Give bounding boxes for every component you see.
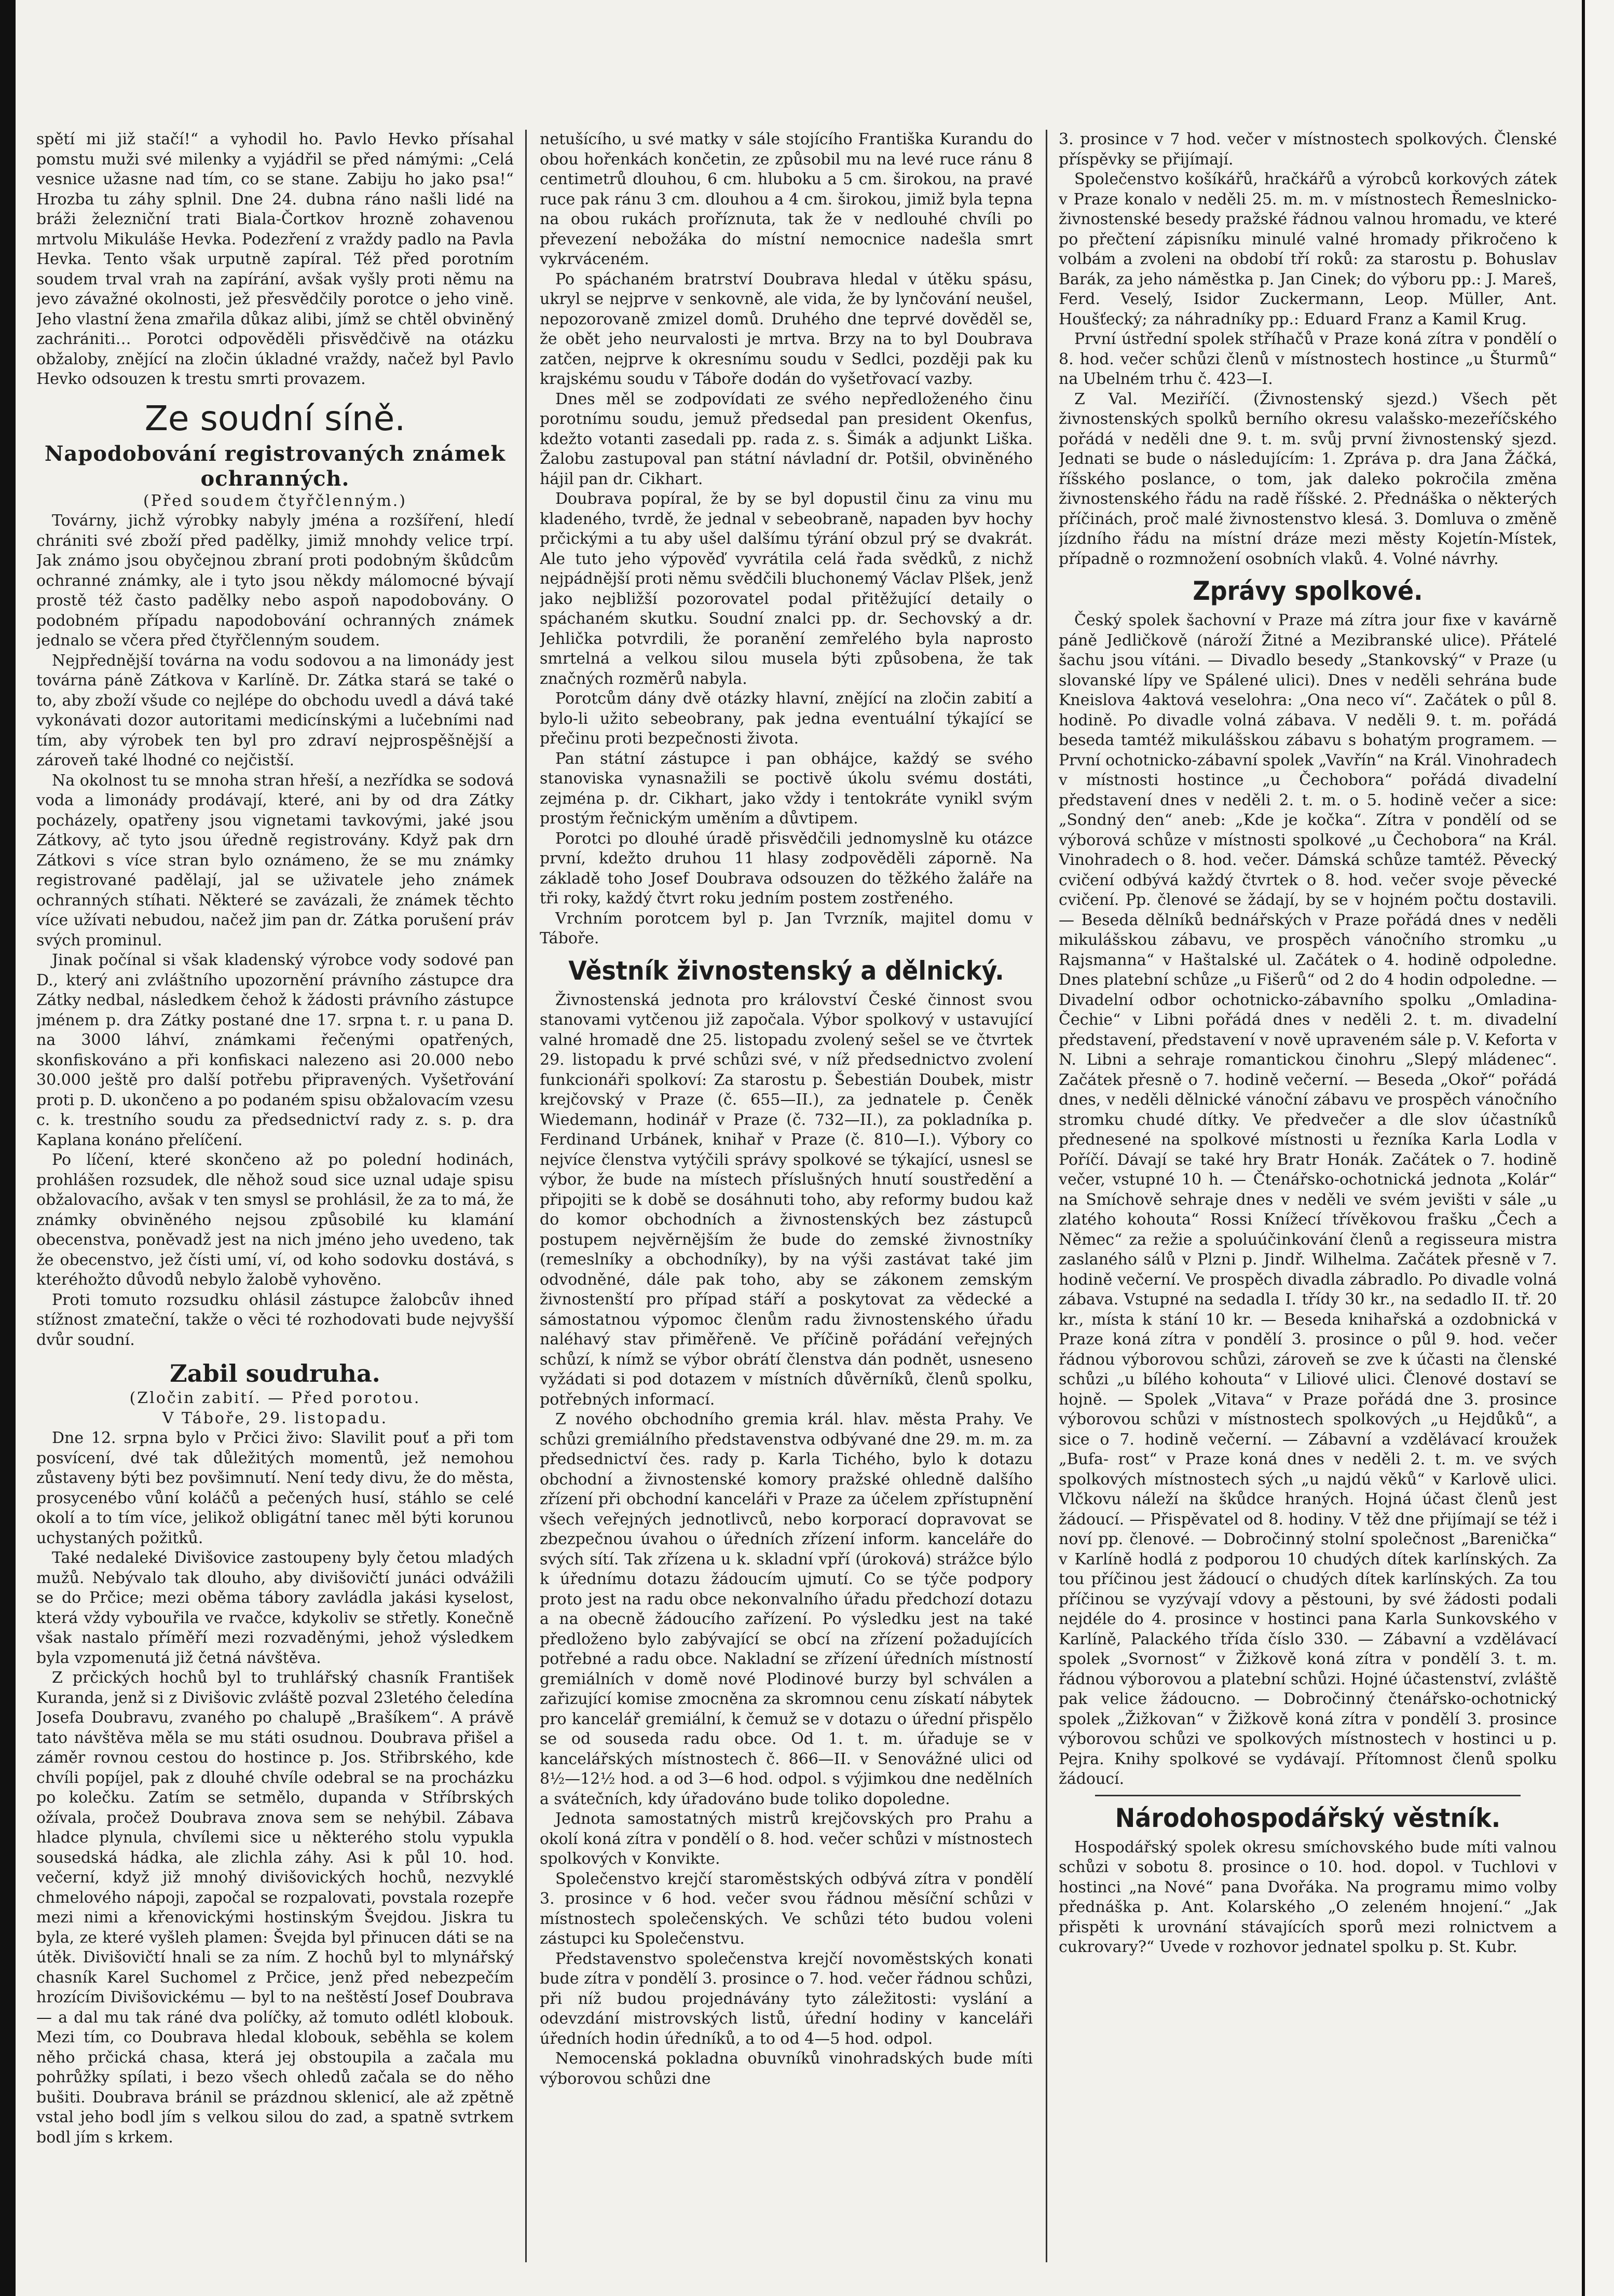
scan-edge-left (0, 0, 16, 2296)
paragraph: Po líčení, které skončeno až po polední hodinách, prohlášen rozsudek, dle něhož soud sice uznal udaje spisu obžalovacího, avšak v ten smysl se prohlásil, že za to má, že známky obviněného nejsou způsobilé ku klamání obecenstva, poněvadž jest na nich jméno jeho uvedeno, tak že obecenstvo, jež čísti umí, ví, od koho sodovku dostává, s kteréhožto důvodů nebylo žalobě vyhověno. (36, 1151, 514, 1289)
paragraph: Na okolnost tu se mnoha stran hřeší, a nezřídka se sodová voda a limonády prodávají, které, ani by od dra Zátky pocházely, opatřeny jsou vignetami tavkovými, jaké jsou Zátkovy, ač tyto jsou úředně registrovány. Když pak drn Zátkovi s více stran bylo oznámeno, že se mu známky registrované padělají, jal se uživatele jeho známek ochranných stíhati. Některé se zavázali, že známek těchto více užívati nebudou, načež jim pan dr. Zátka porušení práv svých prominul. (36, 771, 514, 950)
article-title-napodobovani: Napodobování registrovaných známek ochranných. (44, 441, 506, 491)
paragraph: Z prčických hochů byl to truhlářský chasník František Kuranda, jenž si z Divišovic zvláště pozval 23letého čeledína Josefa Doubravu, zvaného po chalupě „Brašíkem“. A právě tato návštěva měla se mu státi osudnou. Doubrava přišel a záměr rovnou cestou do hostince p. Jos. Střibrského, kde chvíli popíjel, pak z dlouhé chvíle odebral se na procházku po kolečku. Zatím se setmělo, dupanda v Stříbrských ožívala, pročež Doubrava znova sem se nehýbil. Zábava hladce plynula, chvílemi sice u některého stolu vypukla sousedská hádka, ale zlichla záhy. Asi k půl 10. hod. večerní, když již mnohý divišovických hochů, nezvyklé chmelového nápoji, započal se rozpalovati, povstala rozepře mezi nimi a křenovickými hostinským Švejdou. Jiskra tu byla, ze které vyšleh plamen: Švejda byl přinucen dáti se na útěk. Divišovičtí hnali se za ním. Z hochů byl to mlynářský chasník Karel Suchomel z Prčice, jenž před nebezpečím hrozícím Divišovickému — byl to na neštěstí Josef Doubrava — a dal mu tak ráné dva políčky, až tomuto odlétl klobouk. Mezi tím, co Doubrava hledal klobouk, seběhla se kolem něho prčická chasa, která jej obstoupila a začala mu pohrůžky spílati, i bezo všech ohledů začala se do něho bušiti. Doubrava bránil se prázdnou sklenicí, ale až zpětně vstal jeho bodl jím s velkou silou do zad, a spatně svtrkem bodl jím s krkem. (36, 1669, 514, 2147)
paragraph: Také nedaleké Divišovice zastoupeny byly četou mladých mužů. Nebývalo tak dlouho, aby divišovičtí junáci odvážili se do Prčice; mezi oběma tábory zavládla jakási kyselost, která vždy vybouřila ve rvačce, kdykoliv se střetly. Konečně však nastalo příměří mezi rozvaděnými, jehož výsledkem byla vzpomenutá již četná návštěva. (36, 1549, 514, 1667)
paragraph: Z Val. Meziříčí. (Živnostenský sjezd.) Všech pět živnostenských spolků berního okresu valašsko-mezeříčského pořádá v neděli dne 9. t. m. svůj první živnostenský sjezd. Jednati se bude o následujícím: 1. Zpráva p. dra Jana Žáčká, říšského poslance, o tom, jak daleko pokročila změna živnostenského řádu na radě říšské. 2. Přednáška o některých příčinách, proč malé živnostenstvo klesá. 3. Domluva o změně jízdního řádu na místní dráze mezi městy Kojetín-Místek, případně o rozmnožení osobních vlaků. 4. Volné návrhy. (1059, 390, 1557, 568)
article-continuation: spětí mi již stačí!“ a vyhodil ho. Pavlo Hevko přísahal pomstu muži své milenky a vyjádřil se před námými: „Celá vesnice užasne nad tím, co se stane. Zabiju ho jako psa!“ Hrozba tu záhy splnil. Dne 24. dubna ráno našli lidé na bráži železniční trati Biala-Čortkov hrozně zohavenou mrtvolu Mikuláše Hevka. Podezření z vraždy padlo na Pavla Hevka. Tento však urputně zapíral. Též před porotním soudem trval vrah na zapírání, avšak vyšly proti němu na jevo závažné okolnosti, jež přesvědčily porotce o jeho vině. Jeho vlastní žena zmařila důkaz alibi, jímž se chtěl obviněný zachrániti… Porotci odpověděli přisvědčivě na otázku obžaloby, znějící na zločin úkladné vraždy, načež byl Pavlo Hevko odsouzen k trestu smrti provazem. (36, 130, 514, 388)
paragraph: Po spáchaném bratrství Doubrava hledal v útěku spásu, ukryl se nejprve v senkovně, ale vida, že by lynčování neušel, nepozorovaně zmizel domů. Druhého dne teprvé dověděl se, že obět jeho neurvalosti je mrtva. Brzy na to byl Doubrava zatčen, nejprve k okresnímu soudu v Sedlci, později pak ku krajskému soudu v Táboře dodán do vyšetřovací vazby. (540, 270, 1033, 388)
paragraph: Jinak počínal si však kladenský výrobce vody sodové pan D., který ani zvláštního upozornění právního zástupce dra Zátky nedbal, následkem čehož k žádosti právního zástupce jménem p. dra Zátky postané dne 17. srpna t. r. u pana D. na 3000 láhví, známkami řečenými opatřených, skonfiskováno a při konfiskaci nalezeno asi 20.000 nebo 30.000 ještě pro další potřebu připravených. Vyšetřování proti p. D. ukončeno a po podaném spisu obžalovacím vzesu c. k. trestního soudu za předsednictví rady z. s. p. dra Kaplana konáno přelíčení. (36, 951, 514, 1149)
article-title-zabil-soudruha: Zabil soudruha. (170, 1359, 380, 1387)
article-dateline: (Před soudem čtyřčlenným.) (143, 491, 407, 510)
column-rule-2 (1046, 130, 1047, 2262)
section-divider (1095, 1795, 1521, 1796)
paragraph: Porotcům dány dvě otázky hlavní, znějící na zločin zabití a bylo-li užito sebeobrany, pak jedna eventuální týkající se přečinu proti bezpečnosti života. (540, 690, 1033, 748)
paragraph: Hospodářský spolek okresu smíchovského bude míti valnou schůzi v sobotu 8. prosince o 10. hod. dopol. v Tuchlovi v hostinci „na Nové“ pana Dvořáka. Na programu mimo volby přednáška p. Ant. Kolarského „O zeleném hnojení.“ „Jak přispěti k urovnání stávajících sporů mezi rolnictvem a cukrovary?“ Uvede v rozhovor jednatel spolku p. St. Kubr. (1059, 1838, 1557, 1956)
section-title-vestnik-zivnostensky: Věstník živnostenský a dělnický. (568, 955, 1004, 986)
paragraph: netušícího, u své matky v sále stojícího Františka Kurandu do obou hořenkách končetin, ze způsobil mu na levé ruce ránu 8 centimetrů dlouhou, 6 cm. hluboku a 5 cm. širokou, na pravé ruce pak ránu 3 cm. dlouhou a 4 cm. širokou, jimiž byla tepna na obou rukách proříznuta, tak že v nedlouhé chvíli po převezení nebožáka do místní nemocnice nadešla smrt vykrváceném. (540, 130, 1033, 268)
column-3 (1059, 130, 1557, 2267)
column-1 (36, 130, 514, 2267)
paragraph: Český spolek šachovní v Praze má zítra jour fixe v kavárně páně Jedličkově (nároží Žitné a Mezibranské ulice). Přátelé šachu jsou vítáni. — Divadlo besedy „Stankovský“ v Praze (u slovanské lípy ve Spálené ulici). Dnes v neděli sehrána bude Kneislova 4aktová veselohra: „Ona neco ví“. Začátek o půl 8. hodině. Po divadle volná zábava. V neděli 9. t. m. pořádá beseda tamtéž mikulášskou zábavu s bohatým programem. — První ochotnicko-zábavní spolek „Vavřín“ na Král. Vinohradech v místnosti hostince „u Čechobora“ pořádá divadelní představení dnes v neděli 2. t. m. o 5. hodině večer a sice: „Sondný den“ aneb: „Kde je kočka“. Zítra v pondělí od se výborová schůze v místnosti spolkové „u Čechobora“ na Král. Vinohradech o 8. hod. večer. Dámská schůze tamtéž. Pěvecký cvičení odbývá každý čtvrtek o 8. hod. večer svoje pěvecké cvičení. Pp. členové se žádají, by se v hojném počtu dostavili. — Beseda dělníků bednářských v Praze pořádá dnes v neděli mikulášskou zábavu, ve prospěch vánočního stromku „u Rajsmanna“ v Haštalské ul. Začátek o 4. hodině odpoledne. Dnes platební schůze „u Fišerů“ od 2 do 4 hodin odpoledne. — Divadelní odbor ochotnicko-zábavního spolku „Omladina-Čechie“ v Libni pořádá dnes v neděli 2. t. m. divadelní představení, představení v nově upraveném sále p. V. Keforta v N. Libni a sehraje romantickou činohru „Slepý mládenec“. Začátek přesně o 7. hodině večerní. — Beseda „Okoř“ pořádá dnes, v neděli dělnické vánoční zábavu ve prospěch vánočního stromku chudé dítky. Ve předvečer a dle slov účastníků přednesené na spolkové místnosti u řezníka Karla Lodla v Poříčí. Dávají se také hry Bratr Honák. Začátek o 7. hodině večer, vstupné 10 h. — Čtenářsko-ochotnická jednota „Kolár“ na Smíchově sehraje dnes v neděli ve svém jevišti v sále „u zlatého kohouta“ Rossi Knížecí třívěkovou frašku „Čech a Němec“ za režie a spoluúčinkování členů a regisseura mistra zaslaného sálů v Plzni p. Jindř. Wilhelma. Začátek přesně v 7. hodině večerní. Ve prospěch divadla zábradlo. Po divadle volná zábava. Vstupné na sedadla I. třídy 30 kr., na sedadlo II. tř. 20 kr., místa k stání 10 kr. — Beseda knihařská a ozdobnická v Praze koná zítra v pondělí 3. prosince o půl 9. hod. večer řádnou výborovou schůzi, zároveň se zve k účasti na členské schůzi „u bílého kohouta“ v Liliové ulici. Členové dostaví se hojně. — Spolek „Vitava“ v Praze pořádá dne 3. prosince výborovou schůzi v místnostech spolkových „u Hejdůků“, a sice o 7. hodině večerní. — Zábavní a vzdělávací kroužek „Bufa- rost“ v Praze koná dnes v neděli 2. t. m. ve svých spolkových místnostech sých „u najdú věků“ v Karlově ulici. Vlčkovu náleží na škůdce hraných. Hojná účast členů jest žádoucí. — Přispěvatel od 8. hodiny. V těž dne přijímají se též i noví pp. členové. — Dobročinný stolní společnost „Barenička“ v Karlíně hodlá z podporou 10 chudých dítek karlínských. Za tou příčinou jest žádoucí o chudých dítek karlínských. Za tou příčinou se vyzývají vdovy a pěstouni, by své žádosti podali nejdéle do 4. prosince v hostinci pana Karla Sunkovského v Karlíně, Palackého třída číslo 330. — Zábavní a vzdělávací spolek „Svornost“ v Žižkově koná zítra v pondělí 3. t. m. řádnou výborovou a platební schůzi. Hojné účastenství, zvláště pak velice žádoucno. — Dobročinný čtenářsko-ochotnický spolek „Žižkovan“ v Žižkově koná zítra v pondělí 3. prosince výborovou schůzi ve spolkových místnostech v hostinci u p. Pejra. Knihy spolkové se vydávají. Přítomnost členů spolku žádoucí. (1059, 611, 1557, 1788)
paragraph: Jednota samostatných mistrů krejčovských pro Prahu a okolí koná zítra v pondělí o 8. hod. večer schůzi v místnostech spolkových v Konvikte. (540, 1810, 1033, 1868)
paragraph: Porotci po dlouhé úradě přisvědčili jednomyslně ku otázce první, kdežto druhou 11 hlasy zodpověděli záporně. Na základě toho Josef Doubrava odsouzen do těžkého žaláře na tři roky, každý čtvrt roku jedním postem zostřeného. (540, 829, 1033, 908)
paragraph: Společenstvo krejčí staroměstských odbývá zítra v pondělí 3. prosince v 6 hod. večer svou řádnou měsíční schůzi v místnostech společenských. Ve schůzi této budou voleni zástupci ku Společenstvu. (540, 1869, 1033, 1948)
section-title-narodohospodarsky-vestnik: Národohospodářský věstník. (1115, 1803, 1501, 1833)
paragraph: Továrny, jichž výrobky nabyly jména a rozšíření, hledí chrániti své zboží před padělky, jimiž mnohdy velice trpí. Jak známo jsou obyčejnou zbraní proti podobným škůdcům ochranné známky, ale i tyto jsou někdy málomocné bývají prostě též často padělky nebo aspoň napodobovány. O podobném případu napodobování ochranných známek jednalo se včera před čtyřčlenným soudem. (36, 512, 514, 650)
column-rule-1 (525, 130, 527, 2262)
paragraph: Proti tomuto rozsudku ohlásil zástupce žalobcův ihned stížnost zmateční, takže o věci té rozhodovati bude nejvyšší dvůr soudní. (36, 1290, 514, 1349)
paragraph: Živnostenská jednota pro království České činnost svou stanovami vytčenou již započala. Výbor spolkový v ustavující valné hromadě dne 25. listopadu zvolený sešel se ve čtvrtek 29. listopadu k prvé schůzi své, v níž předsednictvo zvolení funkcionáři spolkoví: Za starostu p. Šebestián Doubek, mistr krejčovský v Praze (č. 655—II.), za jednatele p. Čeněk Wiedemann, hodinář v Praze (č. 732—II.), za pokladníka p. Ferdinand Urbánek, knihař v Praze (č. 810—I.). Výbory co nejvíce členstva vytýčili správy spolkové se týkající, usnesl se výbor, že bude na místech příslušných hnutí soustředění a připojiti se k době se dosáhnuti toho, aby reformy budou kaž do komor obchodních a živnostenských bez zástupců postupem nejvěrnějším že bude do zemské živnostníky (remeslníky a obchodníky), by na výši zastávat také jim odvodněné, dále pak toho, aby se zákonem zemským živnostenští pro případ stáří a poskytovat za vědecké a sámostatnou výpomoc členům radu živnostenského úřadu naléhavý stav přiměřeně. Ve příčině pořádání veřejných schůzí, k nímž se výbor obrátí členstva dán podnět, usneseno vyžádati si pod dotazem v místních důvěrníků, členů spolku, potřebných informací. (540, 991, 1033, 1409)
paragraph: Představenstvo společenstva krejčí novoměstských konati bude zítra v pondělí 3. prosince o 7. hod. večer řádnou schůzi, při níž budou projednávány tyto záležitosti: vyslání a odevzdání mistrovských listů, úřední hodiny v kanceláři úředních hodin úředníků, a to od 4—5 hod. odpol. (540, 1949, 1033, 2048)
paragraph: Pan státní zástupce i pan obhájce, každý se svého stanoviska vynasnažili se poctivě úkolu svému dostáti, zejména p. dr. Cikhart, jako vždy i tentokráte vynikl svým prostým řečnickým uměním a důvtipem. (540, 749, 1033, 828)
paragraph: Nemocenská pokladna obuvníků vinohradských bude míti výborovou schůzi dne (540, 2050, 1033, 2088)
paragraph: Doubrava popíral, že by se byl dopustil činu za vinu mu kladeného, tvrdě, že jednal v sebeobraně, napaden byv hochy prčickými a tu aby ušel dalšímu týrání obzul prý se dvakrát. Ale tuto jeho výpověď vyvrátila celá řada svědků, z nichž nejpádnější proti němu svědčili bluchonemý Václav Plšek, jenž jako nejbližší pozorovatel podal přitěžující detaily o spáchaném skutku. Soudní znalci pp. dr. Sechovský a dr. Jehlička potvrdili, že poranění zemřelého byla naprosto smrtelná a velkou silou musela býti způsobena, že tak značných rozměrů nabyla. (540, 490, 1033, 688)
paragraph: Z nového obchodního gremia král. hlav. města Prahy. Ve schůzi gremiálního představenstva odbývané dne 29. m. m. za předsednictví čes. rady p. Karla Tichého, bylo k dotazu obchodní a živnostenské komory pražské ohledně dalšího zřízení při obchodní kanceláři v Praze za účelem zpřístupnění všech veřejných jednotlivců, nebo korporací dopravovat se zbezpečnou úvahou o úředních zřízení inform. kanceláře do svých sítí. Tak zřízena u k. skladní vpří (úroková) strážce býlo k úřednímu dotazu žádoucím ujmutí. Co se týče podpory proto jest na radu obce nekonvalního úřadu předchozí dotazu a na obecně žádoucího zařízení. Po výsledku jest na také předloženo bylo zabývající se obcí na zřízení požadujících potřebné a radu obce. Nakladní se zřízení úředních místností gremiálních v domě nové Plodinové burzy byl schválen a zařizující komise zmocněna za skromnou cenu získatí nábytek pro kancelář gremiální, k čemuž se v dotazu o úřední přispělo se od souseda radu obce. Od 1. t. m. úřaduje se v kancelářských místnostech č. 866—II. v Senovážné ulici od 8½—12½ hod. a od 3—6 hod. odpol. s výjimkou dne nedělních a svátečních, kdy úřadováno bude toliko dopoledne. (540, 1410, 1033, 1808)
scan-edge-right (1582, 0, 1614, 2296)
paragraph: Společenstvo košíkářů, hračkářů a výrobců korkových zátek v Praze konalo v neděli 25. m. m. v místnostech Řemeslnicko-živnostenské besedy pražské řádnou valnou hromadu, ve které po přečtení zápisníku minulé valné hromady přikročeno k volbám a zvoleni na období tří roků: za starostu p. Bohuslav Barák, za jeho náměstka p. Jan Cinek; do výboru pp.: J. Mareš, Ferd. Veselý, Isidor Zuckermann, Leop. Müller, Ant. Houšťecký; za náhradníky pp.: Eduard Franz a Kamil Krug. (1059, 170, 1557, 328)
paragraph: 3. prosince v 7 hod. večer v místnostech spolkových. Členské příspěvky se přijímají. (1059, 130, 1557, 169)
paragraph: Nejpřednější továrna na vodu sodovou a na limonády jest továrna páně Zátkova v Karlíně. Dr. Zátka stará se také o to, aby zboží všude co nejlépe do obchodu uvedl a dává také vykonávati dozor autoritami medicínskými a lučebními nad tím, aby výrobek ten byl pro zdraví nejprospěšnější a zároveň také lhodné co nejčistší. (36, 651, 514, 769)
section-title-soudni-sin: Ze soudní síně. (144, 398, 406, 438)
paragraph: Dnes měl se zodpovídati ze svého nepředloženého činu porotnímu soudu, jemuž předsedal pan president Okenfus, kdežto votanti zasedali pp. rada z. s. Šimák a adjunkt Liška. Žalobu zastupoval pan státní návladní dr. Potšil, obviněného hájil pan dr. Cikhart. (540, 390, 1033, 488)
paragraph: První ústřední spolek stříhačů v Praze koná zítra v pondělí o 8. hod. večer schůzi členů v místnostech hostince „u Šturmů“ na Ubelném trhu č. 423—I. (1059, 330, 1557, 388)
paragraph: Dne 12. srpna bylo v Prčici živo: Slavilit pouť a při tom posvícení, dvé tak důležitých momentů, jež nemohou zůstaveny býti bez povšimnutí. Není tedy divu, že do města, prosycenébo vůní koláčů a pečených husí, stáhlo se celé okolí a to tím více, jelikož obligátní tanec měl býti korunou uchystaných požitků. (36, 1429, 514, 1547)
column-2 (540, 130, 1033, 2267)
section-title-zpravy-spolkove: Zprávy spolkové. (1193, 576, 1423, 606)
paragraph: Vrchním porotcem byl p. Jan Tvrzník, majitel domu v Táboře. (540, 909, 1033, 947)
article-place-date: V Táboře, 29. listopadu. (162, 1409, 388, 1427)
article-dateline: (Zločin zabití. — Před porotou. (129, 1389, 421, 1407)
